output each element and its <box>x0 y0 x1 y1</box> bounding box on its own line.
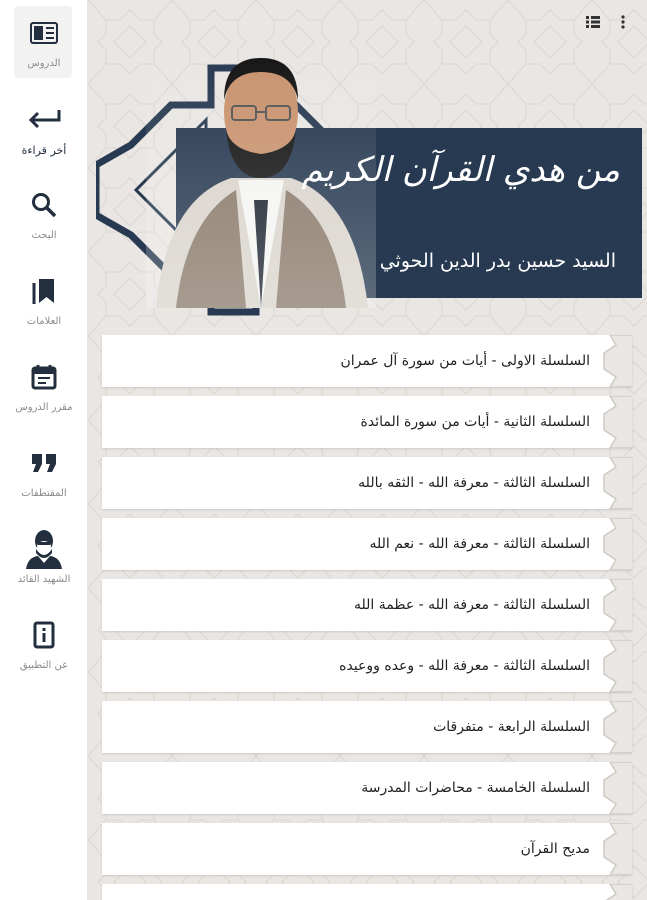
sidebar-item-label: العلامات <box>26 316 62 327</box>
ornament-icon <box>602 579 632 631</box>
sidebar-item-label: البحث <box>31 230 57 241</box>
banner <box>96 50 642 330</box>
sidebar-item-lessons[interactable] <box>0 6 88 69</box>
list-item[interactable] <box>102 335 632 387</box>
banner-subtitle: السيد حسين بدر الدين الحوثي <box>379 250 616 272</box>
list-item[interactable] <box>102 762 632 814</box>
lesson-title: السلسلة الثالثة - معرفة الله - وعده ووعيده <box>339 658 590 674</box>
ornament-icon <box>602 640 632 692</box>
portrait-icon <box>24 526 64 570</box>
lesson-title: السلسلة الثالثة - معرفة الله - الثقه بالله <box>358 475 590 491</box>
sidebar-item-label: الدروس <box>27 58 61 69</box>
ornament-icon <box>602 884 632 900</box>
ornament-icon <box>602 396 632 448</box>
calendar-icon <box>31 360 57 394</box>
list-item[interactable] <box>102 457 632 509</box>
lesson-title: السلسلة الرابعة - متفرقات <box>433 719 590 735</box>
sidebar-item-label: المقتطفات <box>21 488 67 499</box>
lesson-title: السلسلة الثالثة - معرفة الله - عظمة الله <box>353 597 590 613</box>
book-open-icon <box>30 16 58 50</box>
search-icon <box>31 188 57 222</box>
lesson-title: السلسلة الاولى - أيات من سورة آل عمران <box>340 353 590 369</box>
ornament-icon <box>602 762 632 814</box>
lesson-title: السلسلة الثانية - أيات من سورة المائدة <box>360 414 590 430</box>
sidebar-item-label: الشهيد القائد <box>17 574 71 585</box>
bookmarks-icon <box>32 274 56 308</box>
list-view-icon[interactable] <box>586 14 600 33</box>
list-item[interactable] <box>102 823 632 875</box>
main-content <box>88 0 647 900</box>
sidebar-item-search[interactable] <box>0 178 88 241</box>
ornament-icon <box>602 335 632 387</box>
sidebar-item-label: أخر قراءة <box>21 144 67 157</box>
sidebar-item-quotes[interactable] <box>0 436 88 499</box>
ornament-icon <box>602 457 632 509</box>
ornament-icon <box>602 701 632 753</box>
quote-icon <box>30 446 58 480</box>
banner-title: من هدي القرآن الكريم <box>301 150 620 190</box>
more-vertical-icon[interactable] <box>620 14 626 33</box>
sidebar-item-leader[interactable] <box>0 516 88 585</box>
lesson-title: مديح القرآن <box>520 841 590 857</box>
sidebar-item-label: مقرر الدروس <box>15 402 73 413</box>
lesson-title: السلسلة الخامسة - محاضرات المدرسة <box>361 780 590 796</box>
sidebar <box>0 0 88 900</box>
list-item[interactable] <box>102 640 632 692</box>
list-item[interactable] <box>102 518 632 570</box>
list-item[interactable] <box>102 701 632 753</box>
list-item[interactable] <box>102 884 632 900</box>
sidebar-item-bookmarks[interactable] <box>0 264 88 327</box>
ornament-icon <box>602 823 632 875</box>
sidebar-item-about[interactable] <box>0 608 88 671</box>
sidebar-item-label: عن التطبيق <box>19 660 69 671</box>
lesson-title: السلسلة الثالثة - معرفة الله - نعم الله <box>369 536 590 552</box>
list-item[interactable] <box>102 579 632 631</box>
list-item[interactable] <box>102 396 632 448</box>
sidebar-item-last-read[interactable] <box>0 92 88 157</box>
ornament-icon <box>602 518 632 570</box>
info-icon <box>33 618 55 652</box>
arrow-left-icon <box>26 102 62 136</box>
sidebar-item-schedule[interactable] <box>0 350 88 413</box>
